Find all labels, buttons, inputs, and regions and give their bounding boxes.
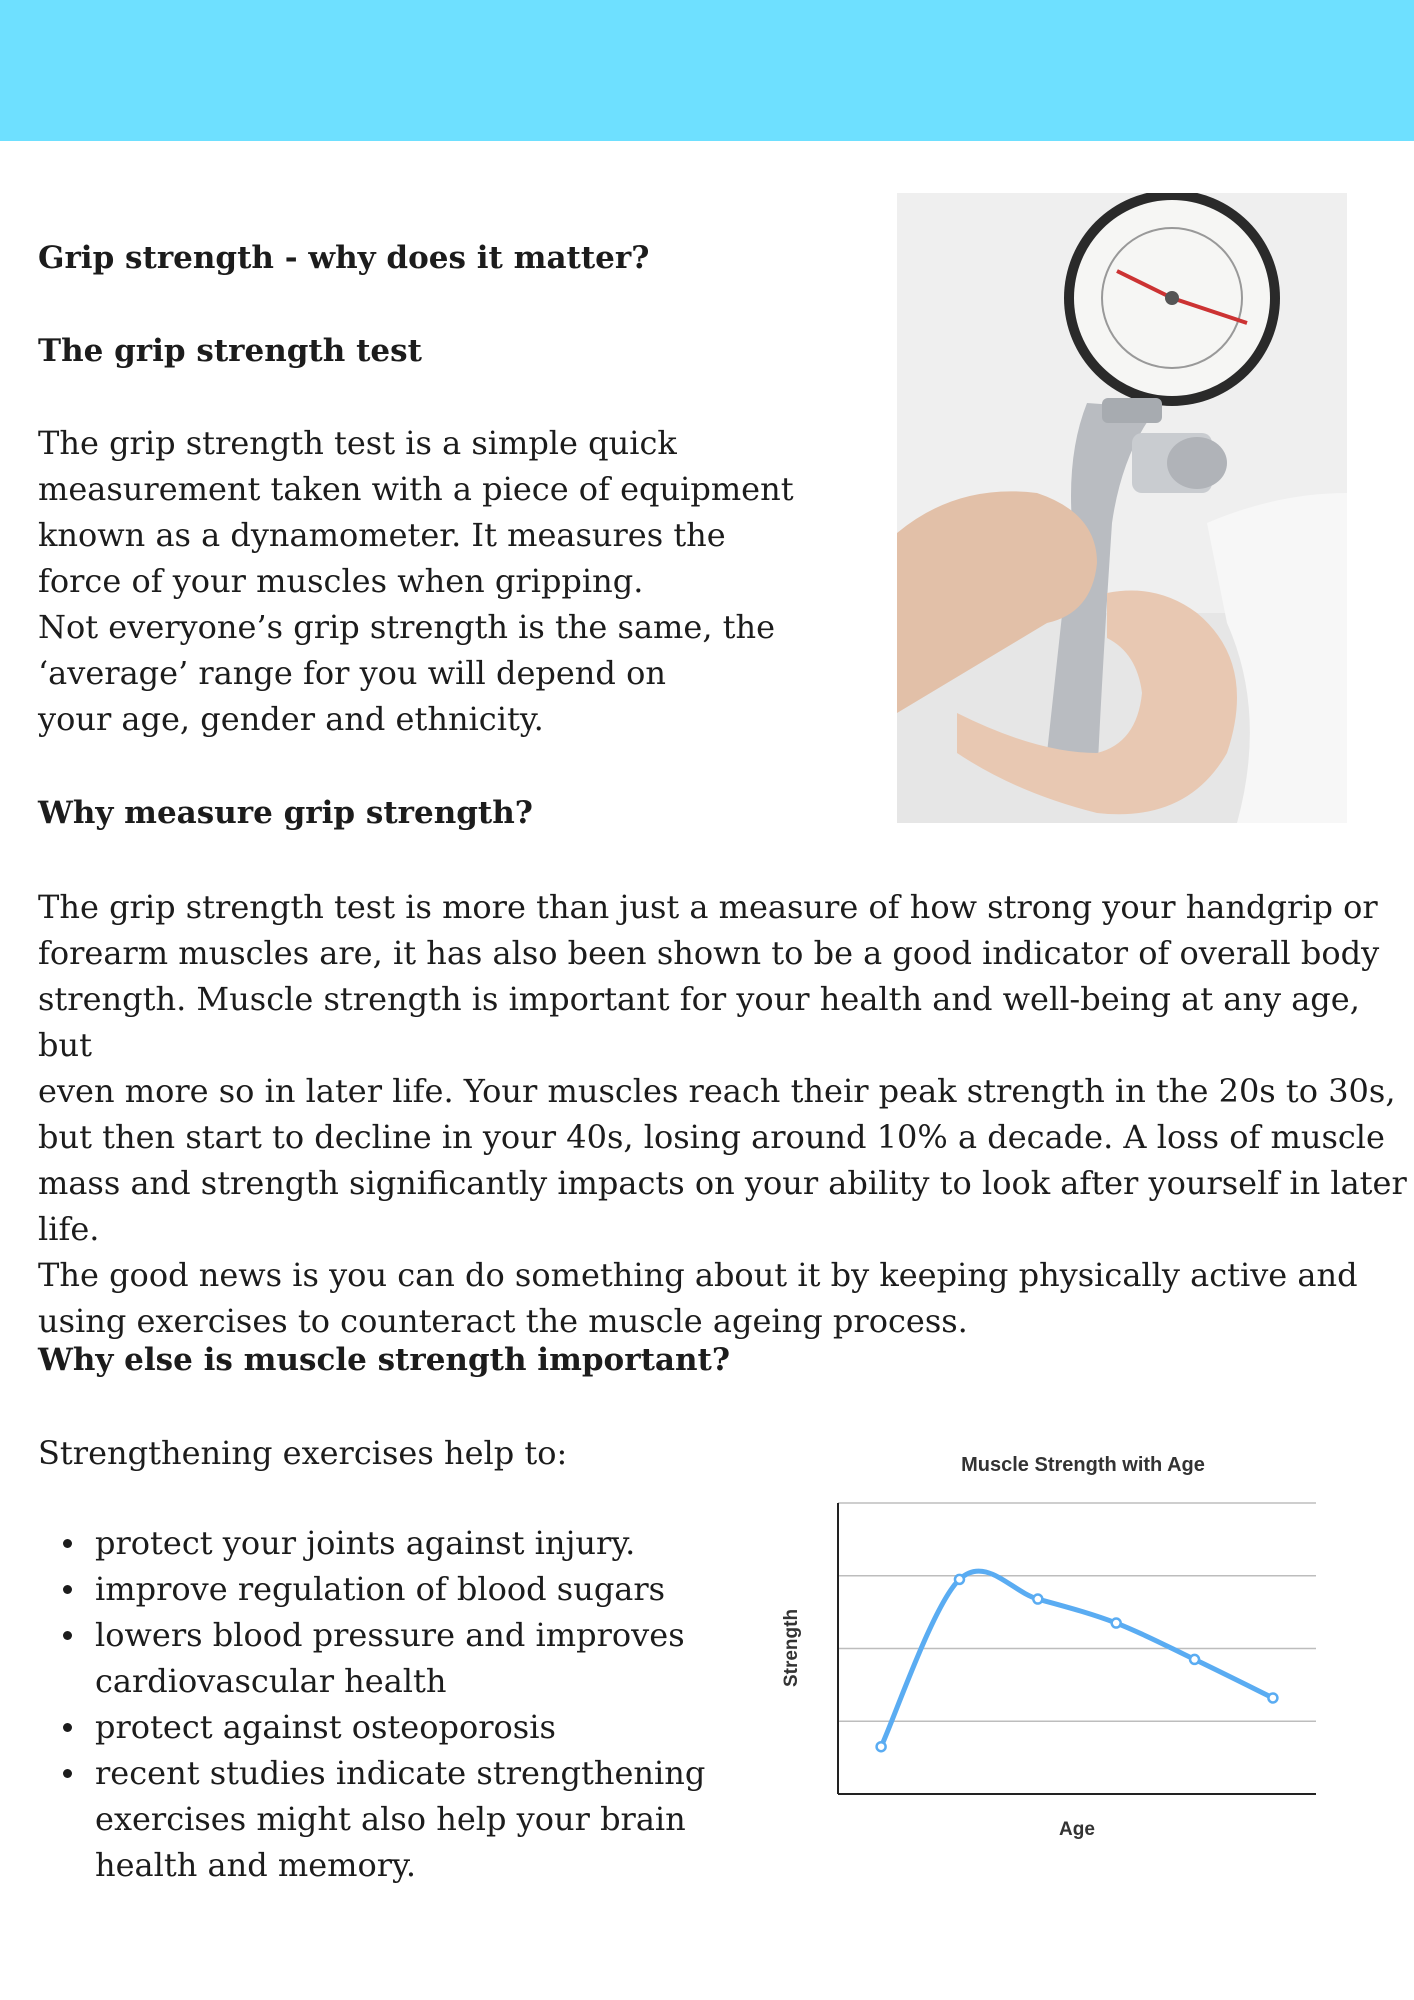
bullet-icon — [63, 1585, 72, 1594]
bullet-icon — [63, 1539, 72, 1548]
muscle-strength-chart — [770, 1448, 1330, 1848]
data-point — [955, 1575, 964, 1584]
text-line: ‘average’ range for you will depend on — [38, 654, 666, 692]
text-line: your age, gender and ethnicity. — [38, 700, 544, 738]
header-band — [0, 0, 1414, 141]
text-line: known as a dynamometer. It measures the — [38, 516, 726, 554]
text-line: The grip strength test is more than just a measure of how strong your handgrip or — [38, 888, 1378, 926]
series-line — [881, 1571, 1273, 1747]
bullet-icon — [63, 1631, 72, 1640]
text-line: using exercises to counteract the muscle ageing process. — [38, 1302, 968, 1340]
data-point — [1033, 1595, 1042, 1604]
text-line: force of your muscles when gripping. — [38, 562, 644, 600]
section-heading-why-else: Why else is muscle strength important? — [38, 1342, 730, 1378]
text-line: forearm muscles are, it has also been shown to be a good indicator of overall body — [38, 934, 1380, 972]
test-paragraph — [38, 420, 794, 742]
text-line: even more so in later life. Your muscles reach their peak strength in the 20s to 30s, — [38, 1072, 1396, 1110]
hand-dynamometer-photo — [897, 193, 1347, 823]
chart-title: Muscle Strength with Age — [961, 1454, 1205, 1476]
benefits-list — [38, 1520, 705, 1888]
text-line: cardiovascular health — [95, 1662, 447, 1700]
text-line: mass and strength significantly impacts on your ability to look after yourself in later — [38, 1164, 1407, 1202]
text-line: exercises might also help your brain — [95, 1800, 686, 1838]
list-item — [38, 1566, 705, 1612]
page-title: Grip strength - why does it matter? — [38, 240, 650, 276]
data-point — [1268, 1693, 1277, 1702]
list-item — [38, 1704, 705, 1750]
text-line: strength. Muscle strength is important for your health and well-being at any age, but — [38, 980, 1360, 1064]
text-line: recent studies indicate strengthening — [95, 1754, 706, 1792]
chart-series — [877, 1571, 1278, 1751]
text-line: but then start to decline in your 40s, losing around 10% a decade. A loss of muscle — [38, 1118, 1385, 1156]
x-axis-label: Age — [1059, 1819, 1095, 1840]
section-heading-test: The grip strength test — [38, 333, 422, 369]
bullet-icon — [63, 1769, 72, 1778]
data-point — [1112, 1619, 1121, 1628]
text-line: Not everyone’s grip strength is the same, the — [38, 608, 776, 646]
text-line: protect your joints against injury. — [95, 1524, 636, 1562]
list-item — [38, 1750, 705, 1888]
text-line: The good news is you can do something about it by keeping physically active and — [38, 1256, 1358, 1294]
text-line: measurement taken with a piece of equipment — [38, 470, 794, 508]
text-line: life. — [38, 1210, 100, 1248]
text-line: protect against osteoporosis — [95, 1708, 556, 1746]
text-line: lowers blood pressure and improves — [95, 1616, 685, 1654]
bullet-icon — [63, 1723, 72, 1732]
why-paragraph — [38, 884, 1414, 1344]
data-point — [877, 1742, 886, 1751]
y-axis-label: Strength — [781, 1608, 802, 1688]
text-line: improve regulation of blood sugars — [95, 1570, 666, 1608]
text-line: The grip strength test is a simple quick — [38, 424, 677, 462]
text-line: health and memory. — [95, 1846, 417, 1884]
list-item — [38, 1612, 705, 1704]
exercises-intro: Strengthening exercises help to: — [38, 1434, 568, 1472]
list-item — [38, 1520, 705, 1566]
data-point — [1190, 1655, 1199, 1664]
section-heading-why-measure: Why measure grip strength? — [38, 795, 533, 831]
